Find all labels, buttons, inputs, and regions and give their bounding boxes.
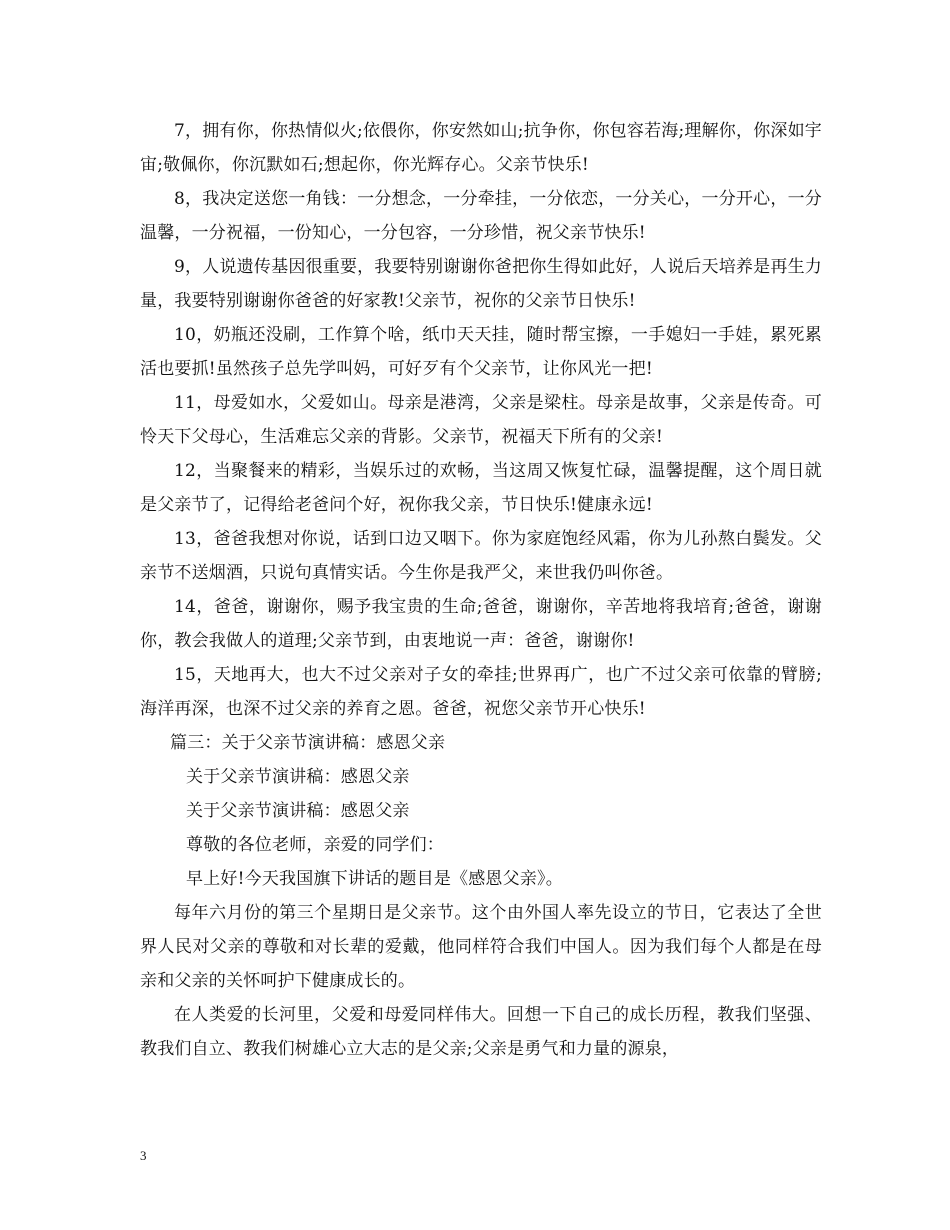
paragraph-10: 10，奶瓶还没刷，工作算个啥，纸巾天天挂，随时帮宝擦，一手媳妇一手娃，累死累活也要抓!虽然孩子总先学叫妈，可好歹有个父亲节，让你风光一把! — [140, 325, 822, 379]
page-number: 3 — [140, 1148, 147, 1163]
body-paragraph-2: 在人类爱的长河里，父爱和母爱同样伟大。回想一下自己的成长历程，教我们坚强、教我们自立、教我们树雄心立大志的是父亲;父亲是勇气和力量的源泉， — [140, 1005, 822, 1059]
paragraph-12: 12，当聚餐来的精彩，当娱乐过的欢畅，当这周又恢复忙碌，温馨提醒，这个周日就是父亲节了，记得给老爸问个好，祝你我父亲，节日快乐!健康永远! — [140, 461, 822, 515]
greeting: 尊敬的各位老师，亲爱的同学们： — [186, 835, 444, 855]
subtitle-2: 关于父亲节演讲稿：感恩父亲 — [186, 801, 410, 821]
body-paragraph-1: 每年六月份的第三个星期日是父亲节。这个由外国人率先设立的节日，它表达了全世界人民对父亲的尊敬和对长辈的爱戴，他同样符合我们中国人。因为我们每个人都是在母亲和父亲的关怀呵护下健康成长的。 — [140, 903, 822, 991]
subtitle-1: 关于父亲节演讲稿：感恩父亲 — [186, 767, 410, 787]
section-heading: 篇三：关于父亲节演讲稿：感恩父亲 — [170, 733, 446, 753]
paragraph-15: 15，天地再大，也大不过父亲对子女的牵挂;世界再广，也广不过父亲可依靠的臂膀;海洋再深，也深不过父亲的养育之恩。爸爸，祝您父亲节开心快乐! — [140, 665, 822, 719]
paragraph-11: 11，母爱如水，父爱如山。母亲是港湾，父亲是梁柱。母亲是故事，父亲是传奇。可怜天下父母心，生活难忘父亲的背影。父亲节，祝福天下所有的父亲! — [140, 393, 822, 447]
intro: 早上好!今天我国旗下讲话的题目是《感恩父亲》。 — [186, 869, 563, 889]
paragraph-9: 9，人说遗传基因很重要，我要特别谢谢你爸把你生得如此好，人说后天培养是再生力量，我要特别谢谢你爸爸的好家教!父亲节，祝你的父亲节日快乐! — [140, 257, 822, 311]
paragraph-7: 7，拥有你，你热情似火;依偎你，你安然如山;抗争你，你包容若海;理解你，你深如宇宙;敬佩你，你沉默如石;想起你，你光辉存心。父亲节快乐! — [140, 121, 822, 175]
paragraph-14: 14，爸爸，谢谢你，赐予我宝贵的生命;爸爸，谢谢你，辛苦地将我培育;爸爸，谢谢你，教会我做人的道理;父亲节到，由衷地说一声：爸爸，谢谢你! — [140, 597, 822, 651]
document-body — [140, 114, 822, 1066]
paragraph-8: 8，我决定送您一角钱：一分想念，一分牵挂，一分依恋，一分关心，一分开心，一分温馨，一分祝福，一份知心，一分包容，一分珍惜，祝父亲节快乐! — [140, 189, 822, 243]
paragraph-13: 13，爸爸我想对你说，话到口边又咽下。你为家庭饱经风霜，你为儿孙熬白鬓发。父亲节不送烟酒，只说句真情实话。今生你是我严父，来世我仍叫你爸。 — [140, 529, 822, 583]
